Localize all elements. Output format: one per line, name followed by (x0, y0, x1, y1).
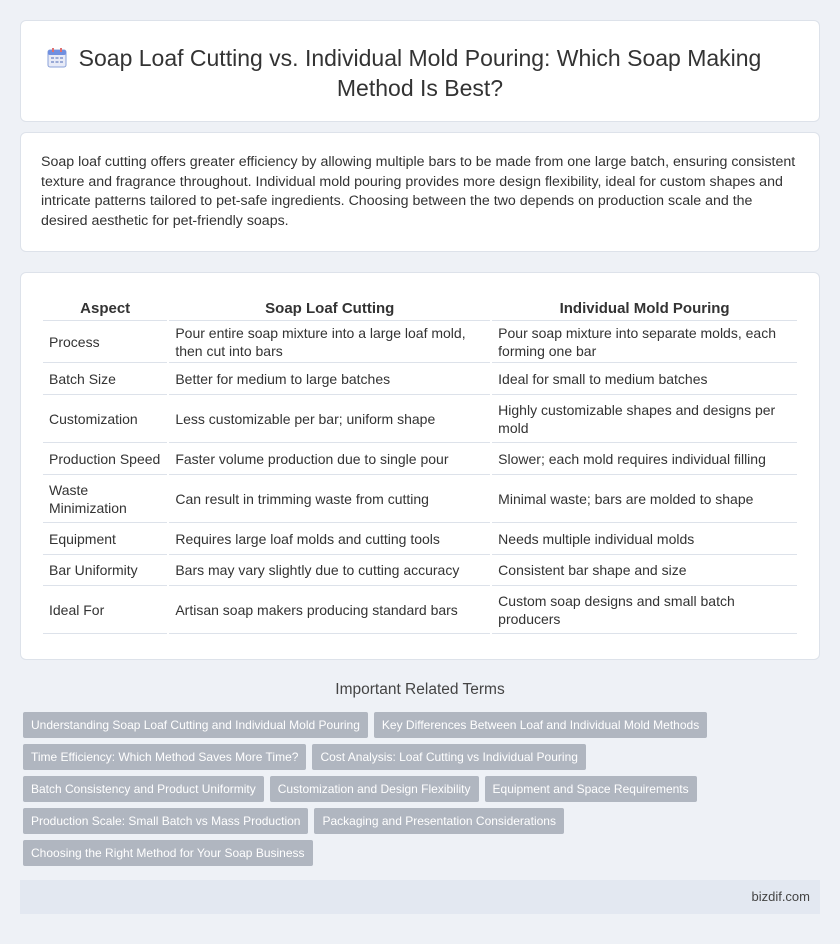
table-cell: Better for medium to large batches (169, 363, 490, 395)
table-cell: Ideal For (43, 586, 167, 634)
related-term-link[interactable]: Key Differences Between Loaf and Individual Mold Methods (374, 712, 707, 738)
comparison-table-card (20, 272, 820, 660)
related-term-link[interactable]: Understanding Soap Loaf Cutting and Individual Mold Pouring (23, 712, 368, 738)
comparison-table (41, 293, 799, 634)
table-cell: Pour soap mixture into separate molds, each forming one bar (492, 321, 797, 363)
header-card (20, 20, 820, 122)
related-term-link[interactable]: Customization and Design Flexibility (270, 776, 479, 802)
table-row (43, 555, 797, 586)
table-cell: Can result in trimming waste from cutting (169, 475, 490, 523)
table-cell: Equipment (43, 523, 167, 555)
table-row (43, 395, 797, 443)
table-row (43, 443, 797, 475)
table-cell: Production Speed (43, 443, 167, 475)
page-title: Soap Loaf Cutting vs. Individual Mold Pouring: Which Soap Making Method Is Best? (78, 45, 762, 101)
column-header: Individual Mold Pouring (492, 293, 797, 321)
related-terms-list (23, 712, 823, 872)
table-header-row (43, 293, 797, 321)
table-cell: Faster volume production due to single pour (169, 443, 490, 475)
table-cell: Bars may vary slightly due to cutting accuracy (169, 555, 490, 586)
table-cell: Requires large loaf molds and cutting tools (169, 523, 490, 555)
table-cell: Waste Minimization (43, 475, 167, 523)
table-cell: Needs multiple individual molds (492, 523, 797, 555)
summary-card (20, 132, 820, 252)
table-cell: Batch Size (43, 363, 167, 395)
table-cell: Bar Uniformity (43, 555, 167, 586)
table-cell: Less customizable per bar; uniform shape (169, 395, 490, 443)
related-term-link[interactable]: Cost Analysis: Loaf Cutting vs Individual Pouring (312, 744, 585, 770)
table-row (43, 321, 797, 363)
table-row (43, 475, 797, 523)
summary-text: Soap loaf cutting offers greater efficiency by allowing multiple bars to be made from one large batch, ensuring consistent texture and fragrance throughout. Individual mold pouring provides more design flexibility, ideal for custom shapes and intricate patterns tailored to pet-safe ingredients. Choosing between the two depends on production scale and the desired aesthetic for pet-friendly soaps. (41, 154, 796, 229)
table-cell: Process (43, 321, 167, 363)
column-header: Soap Loaf Cutting (169, 293, 490, 321)
table-cell: Artisan soap makers producing standard bars (169, 586, 490, 634)
related-term-link[interactable]: Equipment and Space Requirements (485, 776, 697, 802)
column-header: Aspect (43, 293, 167, 321)
table-row (43, 586, 797, 634)
table-cell: Consistent bar shape and size (492, 555, 797, 586)
table-row (43, 363, 797, 395)
table-cell: Minimal waste; bars are molded to shape (492, 475, 797, 523)
related-term-link[interactable]: Time Efficiency: Which Method Saves More Time? (23, 744, 306, 770)
table-row (43, 523, 797, 555)
related-term-link[interactable]: Production Scale: Small Batch vs Mass Production (23, 808, 308, 834)
related-term-link[interactable]: Choosing the Right Method for Your Soap Business (23, 840, 313, 866)
related-term-link[interactable]: Batch Consistency and Product Uniformity (23, 776, 264, 802)
table-cell: Highly customizable shapes and designs per mold (492, 395, 797, 443)
table-cell: Customization (43, 395, 167, 443)
related-terms-heading: Important Related Terms (335, 681, 505, 698)
table-cell: Custom soap designs and small batch producers (492, 586, 797, 634)
related-term-link[interactable]: Packaging and Presentation Considerations (314, 808, 563, 834)
table-cell: Pour entire soap mixture into a large loaf mold, then cut into bars (169, 321, 490, 363)
footer (20, 880, 820, 914)
table-cell: Slower; each mold requires individual filling (492, 443, 797, 475)
table-cell: Ideal for small to medium batches (492, 363, 797, 395)
site-name[interactable]: bizdif.com (751, 889, 810, 904)
